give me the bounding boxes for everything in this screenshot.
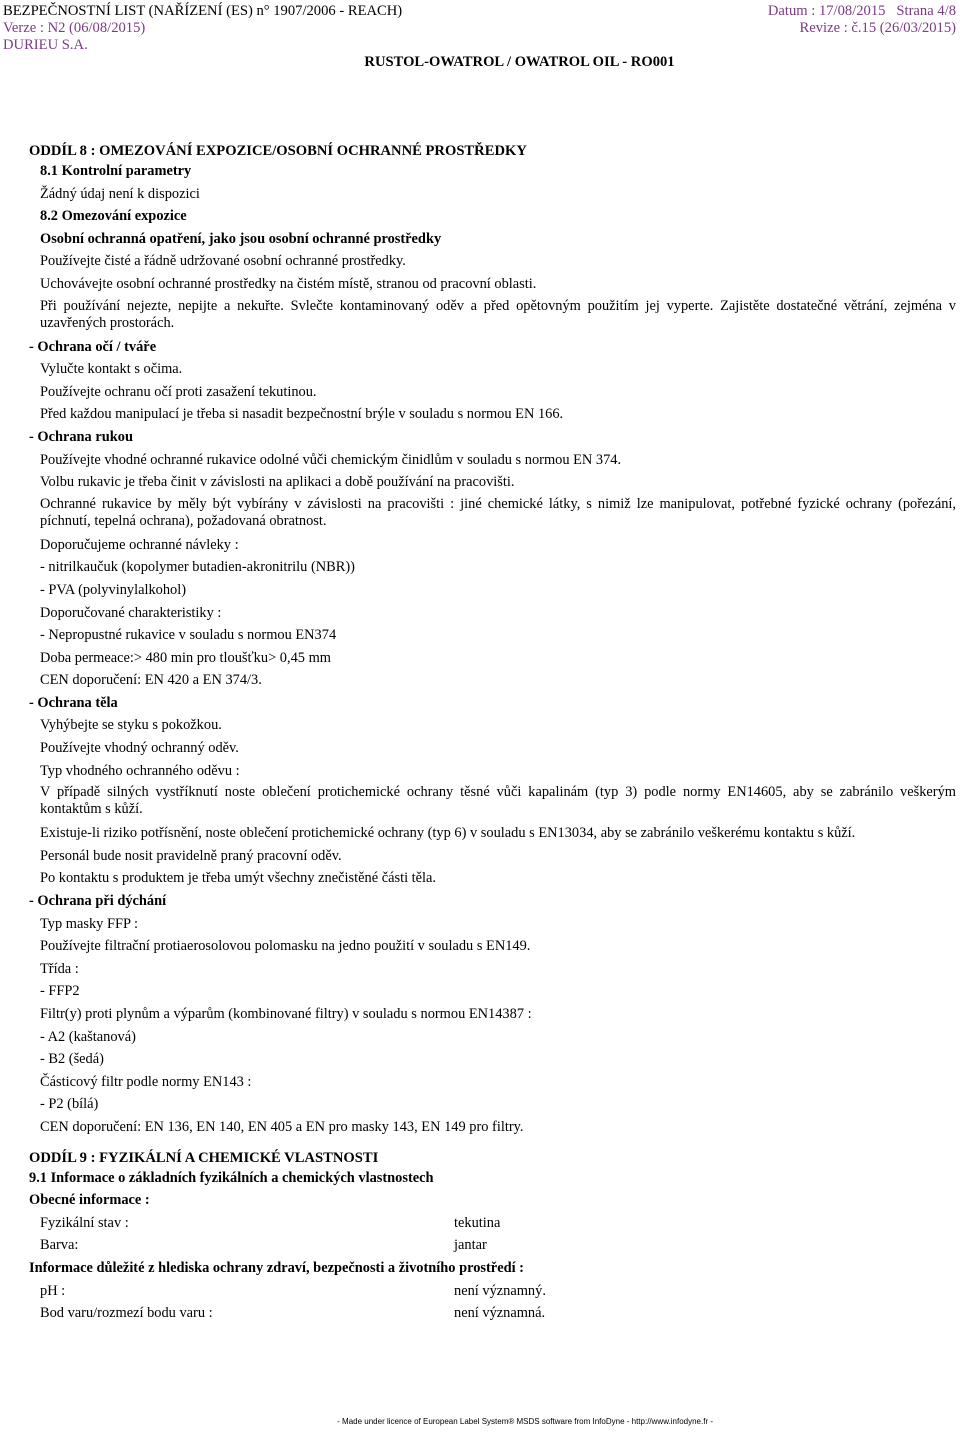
respiratory-protection-heading: - Ochrana při dýchání bbox=[29, 893, 167, 910]
text: Žádný údaj není k dispozici bbox=[40, 185, 200, 202]
text: Vylučte kontakt s očima. bbox=[40, 361, 183, 378]
property-row bbox=[29, 1302, 956, 1325]
text: V případě silných vystříknutí noste oblečení protichemické ochrany těsné vůči kapalinám (typ 3) podle normy EN14605, aby se zabránilo veškerým kontaktům s kůží. bbox=[40, 784, 956, 818]
text: Personál bude nosit pravidelně praný pracovní oděv. bbox=[40, 847, 342, 864]
company-name: DURIEU S.A. bbox=[3, 37, 88, 53]
text: Doba permeace:> 480 min pro tloušťku> 0,45 mm bbox=[40, 649, 331, 666]
text: - PVA (polyvinylalkohol) bbox=[40, 581, 187, 598]
subsection-9-1-title: 9.1 Informace o základních fyzikálních a chemických vlastnostech bbox=[29, 1169, 434, 1186]
property-row bbox=[29, 1280, 956, 1303]
property-label: Barva: bbox=[40, 1237, 79, 1254]
text: - Nepropustné rukavice v souladu s normou EN374 bbox=[40, 627, 337, 644]
document-title: BEZPEČNOSTNÍ LIST (NAŘÍZENÍ (ES) n° 1907/2006 - REACH) bbox=[3, 3, 403, 19]
text: Uchovávejte osobní ochranné prostředky na čistém místě, stranou od pracovní oblasti. bbox=[40, 275, 537, 292]
text: Po kontaktu s produktem je třeba umýt všechny znečistěné části těla. bbox=[40, 870, 437, 887]
product-name: RUSTOL-OWATROL / OWATROL OIL - RO001 bbox=[364, 54, 675, 70]
hand-protection-heading: - Ochrana rukou bbox=[29, 428, 133, 445]
ppe-heading: Osobní ochranná opatření, jako jsou osobní ochranné prostředky bbox=[40, 230, 442, 247]
property-value: tekutina bbox=[454, 1214, 501, 1231]
text: - B2 (šedá) bbox=[40, 1051, 104, 1068]
text: Filtr(y) proti plynům a výparům (kombinované filtry) v souladu s normou EN14387 : bbox=[40, 1006, 532, 1022]
text: CEN doporučení: EN 136, EN 140, EN 405 a EN pro masky 143, EN 149 pro filtry. bbox=[40, 1118, 524, 1135]
text: Existuje-li riziko potřísnění, noste oblečení protichemické ochrany (typ 6) v souladu s EN13034, aby se zabránilo veškerému kontaktu s kůží. bbox=[40, 825, 856, 842]
text: Volbu rukavic je třeba činit v závislosti na aplikaci a době používání na pracovišti. bbox=[40, 474, 515, 491]
subsection-8-2-title: 8.2 Omezování expozice bbox=[40, 208, 187, 225]
text: - nitrilkaučuk (kopolymer butadien-akronitrilu (NBR)) bbox=[40, 559, 355, 576]
revision: Revize : č.15 (26/03/2015) bbox=[799, 20, 956, 36]
section-8-title: ODDÍL 8 : OMEZOVÁNÍ EXPOZICE/OSOBNÍ OCHRANNÉ PROSTŘEDKY bbox=[29, 143, 527, 159]
subsection-8-1-title: 8.1 Kontrolní parametry bbox=[40, 163, 192, 179]
text: Doporučované charakteristiky : bbox=[40, 604, 222, 621]
eye-protection-heading: - Ochrana očí / tváře bbox=[29, 338, 157, 355]
property-value: není významný. bbox=[454, 1282, 546, 1299]
text: CEN doporučení: EN 420 a EN 374/3. bbox=[40, 672, 262, 689]
text: - A2 (kaštanová) bbox=[40, 1028, 136, 1045]
section-9-title: ODDÍL 9 : FYZIKÁLNÍ A CHEMICKÉ VLASTNOSTI bbox=[29, 1149, 379, 1166]
text: Třída : bbox=[40, 960, 79, 977]
property-row bbox=[29, 1234, 956, 1257]
text: Ochranné rukavice by měly být vybírány v závislosti na pracovišti : jiné chemické látky, s nimiž lze manipulovat, potřebné fyzické ochrany (pořezání, píchnutí, tepelná ochrana), požadovaná obratnost. bbox=[40, 495, 956, 529]
text: Vyhýbejte se styku s pokožkou. bbox=[40, 717, 222, 734]
health-info-heading: Informace důležité z hlediska ochrany zdraví, bezpečnosti a životního prostředí : bbox=[29, 1259, 524, 1276]
text: Používejte čisté a řádně udržované osobní ochranné prostředky. bbox=[40, 253, 406, 270]
footer-credit: - Made under licence of European Label System® MSDS software from InfoDyne - http://www.infodyne.fr - bbox=[337, 1417, 713, 1426]
text: Používejte vhodné ochranné rukavice odolné vůči chemickým činidlům v souladu s normou EN 374. bbox=[40, 451, 622, 468]
property-row bbox=[29, 1212, 956, 1235]
property-value: jantar bbox=[454, 1237, 487, 1254]
property-label: Fyzikální stav : bbox=[40, 1214, 129, 1231]
text: Doporučujeme ochranné návleky : bbox=[40, 536, 239, 553]
text: - FFP2 bbox=[40, 983, 80, 1000]
page-content bbox=[29, 142, 956, 1325]
text: - P2 (bílá) bbox=[40, 1096, 99, 1113]
body-protection-heading: - Ochrana těla bbox=[29, 694, 118, 711]
text: Před každou manipulací je třeba si nasadit bezpečnostní brýle v souladu s normou EN 166. bbox=[40, 406, 564, 423]
property-label: pH : bbox=[40, 1282, 66, 1299]
text: Používejte vhodný ochranný oděv. bbox=[40, 740, 239, 757]
version: Verze : N2 (06/08/2015) bbox=[3, 20, 146, 36]
text: Typ vhodného ochranného oděvu : bbox=[40, 762, 240, 779]
text: Typ masky FFP : bbox=[40, 915, 139, 932]
page-header bbox=[3, 3, 956, 71]
text: Používejte filtrační protiaerosolovou polomasku na jedno použití v souladu s EN149. bbox=[40, 938, 531, 955]
property-label: Bod varu/rozmezí bodu varu : bbox=[40, 1305, 213, 1322]
text: Částicový filtr podle normy EN143 : bbox=[40, 1073, 252, 1090]
text: Používejte ochranu očí proti zasažení tekutinou. bbox=[40, 383, 317, 400]
text: Při používání nejezte, nepijte a nekuřte. Svlečte kontaminovaný oděv a před opětovným použitím jej vyperte. Zajistěte dostatečné větrání, zejména v uzavřených prostorách. bbox=[40, 297, 956, 331]
general-info-heading: Obecné informace : bbox=[29, 1192, 150, 1209]
date-and-page: Datum : 17/08/2015 Strana 4/8 bbox=[767, 3, 956, 19]
property-value: není významná. bbox=[454, 1305, 546, 1322]
